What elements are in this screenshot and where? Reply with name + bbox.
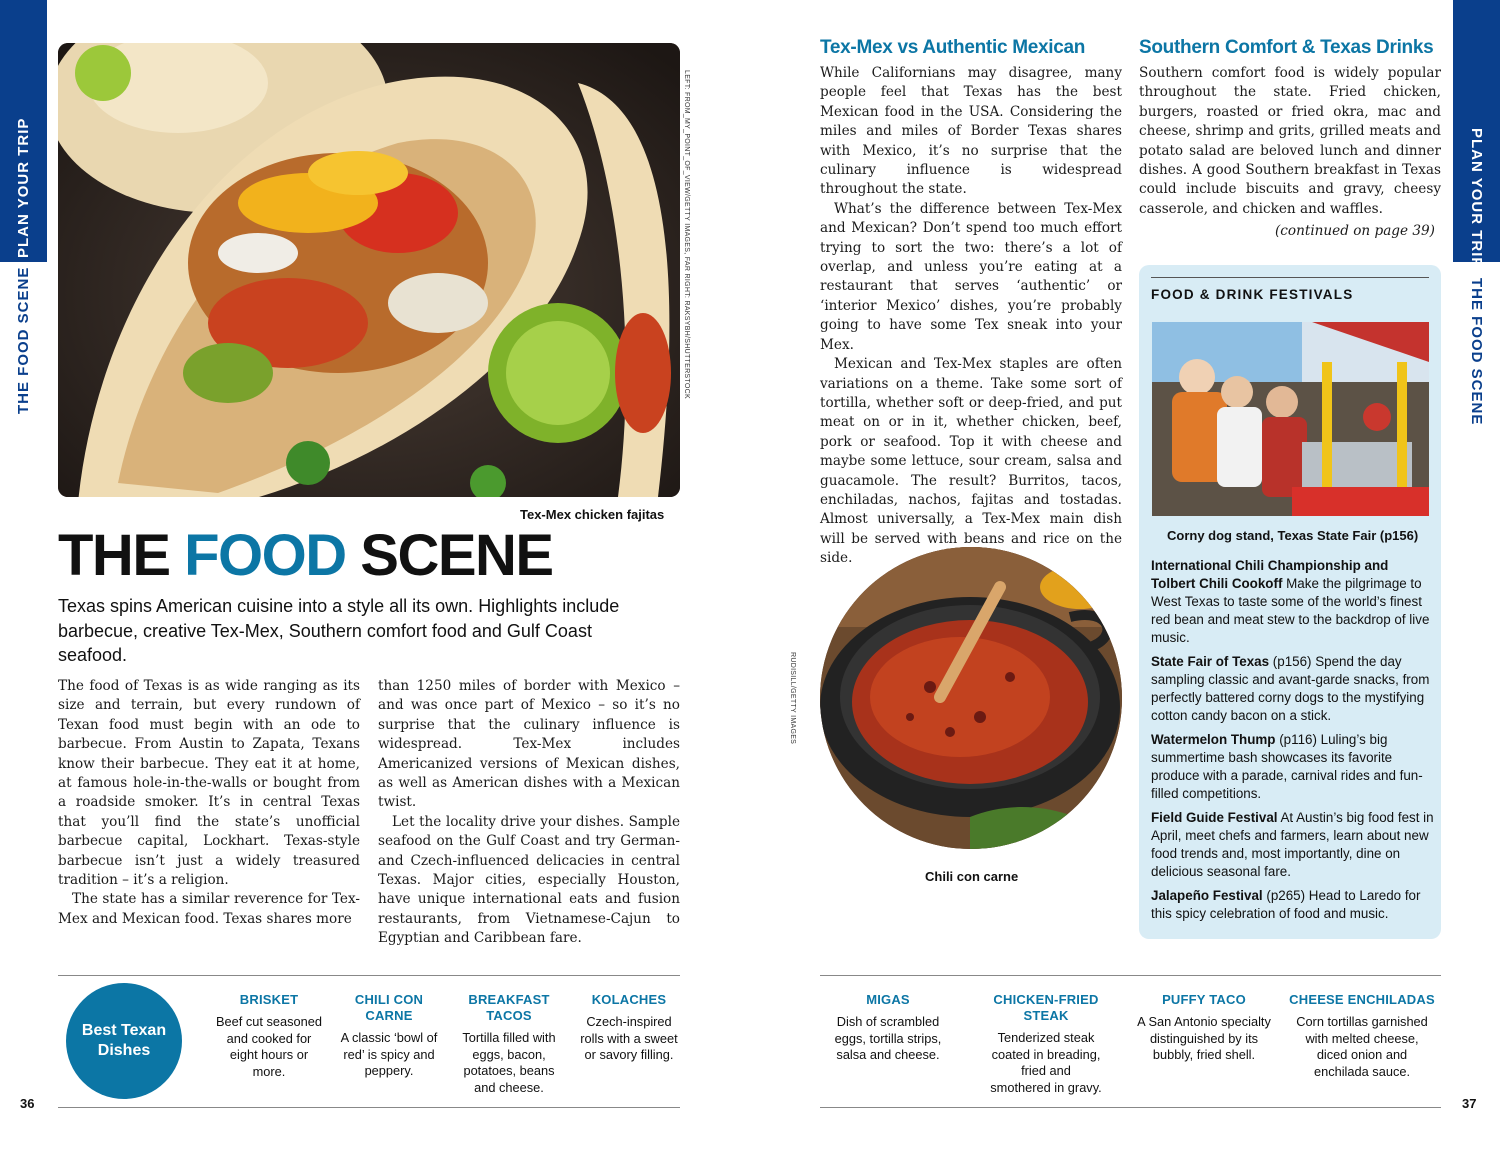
title-part-food: FOOD [184,523,346,588]
festival-description: Make the pilgrimage to West Texas to taste some of the world’s finest red bean and meat stew to the backdrop of live music. [1151,576,1430,645]
southern-heading: Southern Comfort & Texas Drinks [1139,37,1434,58]
dish-description: Tenderized steak coated in breading, fried and smothered in gravy. [990,1030,1102,1095]
dish-name: CHILI CON CARNE [354,992,424,1023]
festival-item [1151,653,1435,725]
festival-description: (p156) Spend the day sampling classic and avant-garde snacks, from perfectly battered corny dogs to the mystifying cotton candy bacon on a stick. [1151,654,1430,723]
dish-description: A classic ‘bowl of red’ is spicy and peppery. [340,1030,438,1078]
festival-name: International Chili Championship and Tolbert Chili Cookoff [1151,558,1389,591]
southern-body [1139,64,1441,219]
right-tab-label-plan: PLAN YOUR TRIP [1468,128,1485,269]
dish-name: BREAKFAST TACOS [468,992,550,1023]
corny-dog-caption: Corny dog stand, Texas State Fair (p156) [1167,528,1419,543]
best-dishes-badge [66,983,182,1099]
dish-brisket [214,992,324,1080]
fajitas-photo [58,43,680,497]
page-title [58,522,553,589]
corny-dog-photo [1152,322,1429,516]
festival-name: Watermelon Thump [1151,732,1276,747]
dishes-rule-top-left [58,975,680,976]
dish-chili-con-carne [334,992,444,1080]
dish-cheese-enchiladas [1289,992,1435,1080]
dish-puffy-taco [1133,992,1275,1064]
festival-name: Field Guide Festival [1151,810,1278,825]
southern-paragraph-1: Southern comfort food is widely popular throughout the state. Fried chicken, burgers, roasted or fried okra, mac and cheese, shrimp and grits, grilled meats and potato salad are beloved lunch and dinner dishes. A good Southern breakfast in Texas could include biscuits and gravy, cheesy casserole, and chicken and waffles. [1139,65,1441,217]
festival-name: Jalapeño Festival [1151,888,1263,903]
festivals-title: FOOD & DRINK FESTIVALS [1151,287,1354,302]
festivals-list [1151,557,1435,929]
badge-line-1: Best Texan [81,1022,167,1039]
right-tab-label-section: THE FOOD SCENE [1468,278,1485,426]
festivals-rule [1151,277,1429,278]
dishes-rule-top-right [820,975,1441,976]
column1-paragraph-2: The state has a similar reverence for Tex-Mex and Mexican food. Texas shares more [58,891,360,927]
dishes-rule-bottom-right [820,1107,1441,1108]
texmex-heading: Tex-Mex vs Authentic Mexican [820,37,1086,58]
festival-description: (p265) Head to Laredo for this spicy celebration of food and music. [1151,888,1421,921]
texmex-paragraph-1: While Californians may disagree, many people feel that Texas has the best Mexican food in the USA. Considering the miles and miles of Border Texas shares with Mexico, it’s no surprise that the culinary influence is widespread throughout the state. [820,65,1122,198]
chili-photo [820,547,1122,849]
left-tab-label-section: THE FOOD SCENE [15,266,32,414]
chili-photo-credit: RUDISILL/GETTY IMAGES [789,652,796,745]
dish-kolaches [574,992,684,1064]
continued-note: (continued on page 39) [1275,223,1435,239]
intro-text: Texas spins American cuisine into a style all its own. Highlights include barbecue, creative Tex-Mex, Southern comfort food and Gulf Coast seafood. [58,596,620,665]
dish-description: Beef cut seasoned and cooked for eight hours or more. [215,1014,322,1079]
dish-name: PUFFY TACO [1162,992,1246,1007]
texmex-paragraph-2: What’s the difference between Tex-Mex and Mexican? Don’t spend too much effort trying to sort the two: there’s a lot of overlap, and unless you’re eating at a restaurant that serves ‘authentic’ or ‘interior Mexico’ dishes, you’re probably going to have some Tex sneak into your Mex. [820,200,1122,353]
dish-name: BRISKET [239,992,299,1007]
dishes-rule-bottom-left [58,1107,680,1108]
title-part-scene: SCENE [345,523,553,588]
dish-name: KOLACHES [591,992,667,1007]
dish-migas [830,992,946,1064]
dish-description: Czech-inspired rolls with a sweet or savory filling. [580,1014,678,1062]
festival-description: At Austin’s big food fest in April, meet chefs and farmers, learn about new food trends and, most importantly, dine on delicious seasonal fare. [1151,810,1434,879]
dish-description: Tortilla filled with eggs, bacon, potatoes, beans and cheese. [462,1030,556,1095]
festival-item [1151,887,1435,923]
texmex-paragraph-3: Mexican and Tex-Mex staples are often variations on a theme. Take some sort of tortilla, whether soft or deep-fried, and put meat on or in it, whether chicken, beef, pork or seafood. Top it with cheese and maybe some lettuce, sour cream, salsa and guacamole. The result? Burritos, tacos, enchiladas, nachos, fajitas and tostadas. Almost universally, a Tex-Mex main dish will be served with beans and rice on the side. [820,356,1122,567]
column2-paragraph-2: Let the locality drive your dishes. Sample seafood on the Gulf Coast and try German- and Czech-influenced delicacies in central Texas. Major cities, especially Houston, have unique international eats and fusion restaurants, from Vietnamese-Cajun to Egyptian and Caribbean fare. [378,813,680,947]
column2-paragraph-1: than 1250 miles of border with Mexico – and was once part of Mexico – so it’s no surprise that the culinary influence is widespread. Tex-Mex includes Americanized versions of Mexican dishes, as well as American dishes with a Mexican twist. [378,678,680,811]
chili-illustration [820,547,1122,849]
body-column-2 [378,677,680,949]
festival-item [1151,731,1435,803]
dish-breakfast-tacos [454,992,564,1096]
fajitas-illustration [58,43,680,497]
dish-chicken-fried-steak [980,992,1112,1096]
dish-name: CHICKEN-FRIED STEAK [993,992,1099,1023]
fajitas-caption: Tex-Mex chicken fajitas [520,507,665,522]
dish-name: MIGAS [866,992,910,1007]
title-part-the: THE [58,523,185,588]
corny-dog-illustration [1152,322,1429,516]
texmex-body [820,64,1122,569]
festival-description: (p116) Luling’s big summertime bash showcases its favorite produce with a parade, carnival rides and fun-filled competitions. [1151,732,1423,801]
chili-caption: Chili con carne [925,869,1019,884]
dish-description: Dish of scrambled eggs, tortilla strips, salsa and cheese. [834,1014,942,1062]
festival-name: State Fair of Texas [1151,654,1270,669]
dish-description: A San Antonio specialty distinguished by its bubbly, fried shell. [1137,1014,1271,1062]
dish-name: CHEESE ENCHILADAS [1289,992,1435,1007]
column1-paragraph-1: The food of Texas is as wide ranging as its size and terrain, but every rundown of Texan food must begin with an ode to barbecue. From Austin to Zapata, Texans know their barbecue. They eat it at home, at famous hole-in-the-walls or bought from a roadside smoker. It’s in central Texas that you’ll find the state’s unofficial barbecue capital, Lockhart. Texas-style barbecue isn’t just a widely treasured tradition – it’s a religion. [58,678,360,889]
body-column-1 [58,677,360,929]
festival-item [1151,809,1435,881]
page-number-right: 37 [1462,1096,1477,1111]
dish-description: Corn tortillas garnished with melted cheese, diced onion and enchilada sauce. [1296,1014,1428,1079]
fajitas-photo-credit: LEFT: FROM_MY_POINT_OF_VIEW/GETTY IMAGES, FAR RIGHT: RAKSYBH/SHUTTERSTOCK [683,70,690,399]
page-number-left: 36 [20,1096,35,1111]
left-tab-label-plan: PLAN YOUR TRIP [15,117,32,258]
festival-item [1151,557,1435,647]
badge-line-2: Dishes [97,1042,151,1059]
